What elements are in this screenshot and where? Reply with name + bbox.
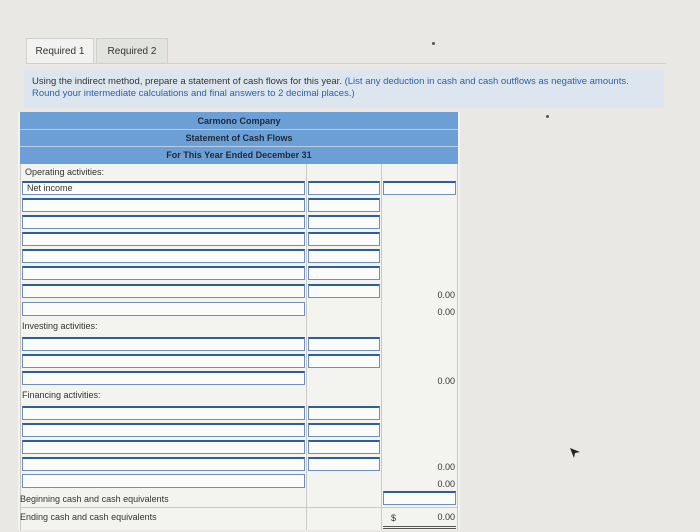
operating-subtotal-value: 0.00 xyxy=(437,290,455,300)
investing-net-value: 0.00 xyxy=(437,376,455,386)
instructions-note: (List any deduction in cash and cash outflows as negative amounts. Round your intermediate calculations and final answers to 2 decimal places.) xyxy=(32,76,629,99)
ending-cash-value: 0.00 xyxy=(437,512,455,522)
investing-description-input[interactable] xyxy=(22,337,305,351)
double-underline xyxy=(383,526,456,527)
financing-description-input[interactable] xyxy=(22,440,305,454)
investing-description-input[interactable] xyxy=(22,371,305,385)
net-change-value: 0.00 xyxy=(437,479,455,489)
row-divider xyxy=(20,507,457,508)
financing-subtotal-value: 0.00 xyxy=(437,462,455,472)
operating-adjustment-amount-input[interactable] xyxy=(308,249,380,263)
operating-adjustment-description-input[interactable] xyxy=(22,215,305,229)
stray-dot xyxy=(546,115,549,118)
statement-title: Statement of Cash Flows xyxy=(185,133,293,143)
statement-period: For This Year Ended December 31 xyxy=(166,150,312,160)
investing-activities-label: Investing activities: xyxy=(22,321,98,331)
financing-activities-label: Financing activities: xyxy=(22,390,101,400)
mouse-cursor-icon xyxy=(569,446,581,464)
column-divider xyxy=(306,164,307,530)
double-underline xyxy=(383,528,456,529)
tab-divider xyxy=(26,63,666,64)
instructions-main: Using the indirect method, prepare a statement of cash flows for this year. xyxy=(32,76,342,87)
currency-symbol: $ xyxy=(391,513,397,523)
investing-description-input[interactable] xyxy=(22,354,305,368)
header-divider xyxy=(20,146,458,147)
tab-required-1[interactable]: Required 1 xyxy=(26,38,94,64)
financing-description-input[interactable] xyxy=(22,457,305,471)
operating-adjustment-amount-input[interactable] xyxy=(308,198,380,212)
column-divider xyxy=(457,164,458,530)
net-change-description-input[interactable] xyxy=(22,474,305,488)
financing-amount-input[interactable] xyxy=(308,406,380,420)
financing-description-input[interactable] xyxy=(22,423,305,437)
operating-adjustment-description-input[interactable] xyxy=(22,249,305,263)
financing-description-input[interactable] xyxy=(22,406,305,420)
operating-net-description-input[interactable] xyxy=(22,302,305,316)
operating-adjustment-amount-input[interactable] xyxy=(308,215,380,229)
financing-amount-input[interactable] xyxy=(308,457,380,471)
operating-adjustment-amount-input[interactable] xyxy=(308,232,380,246)
net-income-label: Net income xyxy=(27,183,73,193)
instructions-panel xyxy=(24,70,664,108)
operating-adjustment-description-input[interactable] xyxy=(22,284,305,298)
column-divider xyxy=(381,164,382,530)
investing-amount-input[interactable] xyxy=(308,354,380,368)
stray-dot xyxy=(432,42,435,45)
net-income-total-input[interactable] xyxy=(383,181,456,195)
company-name: Carmono Company xyxy=(197,116,281,126)
financing-amount-input[interactable] xyxy=(308,423,380,437)
operating-adjustment-description-input[interactable] xyxy=(22,232,305,246)
beginning-cash-input[interactable] xyxy=(383,491,456,505)
financing-amount-input[interactable] xyxy=(308,440,380,454)
net-income-amount-input[interactable] xyxy=(308,181,380,195)
operating-activities-label: Operating activities: xyxy=(25,167,105,177)
ending-cash-label: Ending cash and cash equivalents xyxy=(20,512,157,522)
operating-adjustment-amount-input[interactable] xyxy=(308,266,380,280)
tab-required-2[interactable]: Required 2 xyxy=(96,38,168,64)
operating-net-value: 0.00 xyxy=(437,307,455,317)
beginning-cash-label: Beginning cash and cash equivalents xyxy=(20,494,169,504)
investing-amount-input[interactable] xyxy=(308,337,380,351)
header-divider xyxy=(20,129,458,130)
operating-adjustment-amount-input[interactable] xyxy=(308,284,380,298)
operating-adjustment-description-input[interactable] xyxy=(22,266,305,280)
column-divider xyxy=(20,164,21,530)
operating-adjustment-description-input[interactable] xyxy=(22,198,305,212)
